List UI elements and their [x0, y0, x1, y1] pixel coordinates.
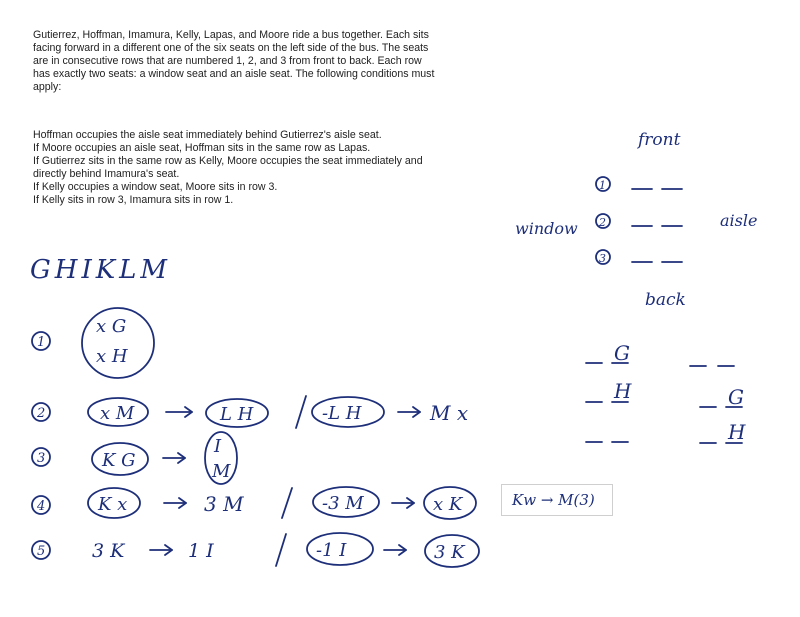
slash-divider	[276, 534, 286, 566]
aisle-label: aisle	[720, 211, 758, 230]
rule-numbers	[32, 332, 50, 559]
slash-divider	[282, 488, 292, 518]
rule-1-x-g: x G	[96, 316, 127, 337]
rule-2-number: 2	[37, 406, 46, 421]
scenario-b-h: H	[728, 420, 746, 444]
back-label: back	[645, 290, 686, 310]
front-label: front	[638, 130, 681, 150]
scenario-b	[690, 366, 746, 444]
rule-4-number: 4	[37, 499, 46, 514]
rule-2-mid: L H	[220, 404, 254, 425]
scenario-a-h: H	[614, 379, 632, 403]
rule-4-right: x K	[433, 494, 463, 515]
rule-4-mid: 3 M	[204, 492, 244, 516]
rule-note-box	[501, 484, 613, 516]
rule-2-right: M x	[430, 401, 469, 425]
problem-intro: Gutierrez, Hoffman, Imamura, Kelly, Lapas, and Moore ride a bus together. Each sits facing forward in a different one of the six seats on the left side of the bus. The seats are in consecutive rows that are numbered 1, 2, and 3 from front to back. Each row has exactly two seats: a window seat and an aisle seat. The following conditions must apply:	[33, 29, 435, 93]
problem-conditions: Hoffman occupies the aisle seat immediately behind Gutierrez's aisle seat. If Moore occupies an aisle seat, Hoffman sits in the same row as Lapas. If Gutierrez sits in the same row as Kelly, Moore occupies the seat immediately and directly behind Imamura's seat. If Kelly occupies a window seat, Moore sits in row 3. If Kelly sits in row 3, Imamura sits in row 1.	[33, 129, 423, 206]
diagram-row-1	[596, 177, 682, 192]
row-1-number: 1	[599, 179, 606, 192]
rule-5-number: 5	[37, 544, 46, 559]
row-2-number: 2	[599, 216, 606, 229]
rule-4-left: K x	[98, 494, 128, 515]
rule-2-left: x M	[100, 403, 135, 424]
rule-3-number: 3	[37, 451, 46, 466]
rule-4-contra: -3 M	[322, 493, 364, 514]
rule-5-mid: 1 I	[188, 540, 214, 562]
slash-divider	[296, 396, 306, 428]
rule-3-top: I	[214, 436, 222, 457]
scenario-b-g: G	[728, 385, 744, 409]
roster-label: GHIKLM	[30, 255, 172, 285]
window-label: window	[515, 219, 578, 238]
row-3-number: 3	[599, 252, 606, 265]
scenario-a-g: G	[614, 341, 630, 365]
rule-5-left: 3 K	[92, 540, 125, 562]
rule-1-x-h: x H	[96, 346, 128, 367]
diagram-row-2	[596, 214, 682, 229]
rule-5-right: 3 K	[434, 542, 465, 563]
rule-3-bottom: M	[212, 461, 231, 482]
rule-1-number: 1	[37, 335, 46, 350]
scenario-a	[586, 341, 632, 442]
rule-3-left: K G	[102, 450, 136, 471]
rule-note-text: Kw → M(3)	[512, 491, 595, 509]
rule-2-contra: -L H	[322, 403, 362, 424]
rule-5-contra: -1 I	[316, 540, 347, 561]
diagram-row-3	[596, 250, 682, 265]
